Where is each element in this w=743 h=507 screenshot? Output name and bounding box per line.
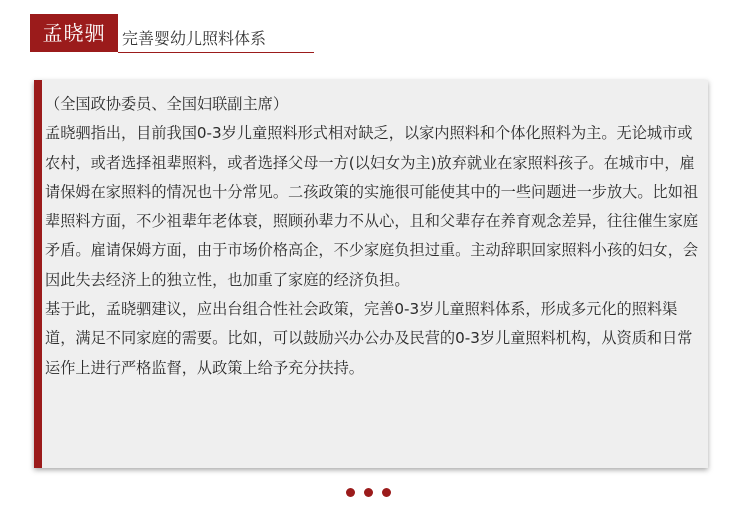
dot-icon [364, 488, 373, 497]
speaker-name-tag: 孟晓驷 [30, 14, 118, 52]
quote-body [45, 90, 702, 383]
section-header [30, 14, 314, 54]
quote-paragraph-1: 孟晓驷指出，目前我国0-3岁儿童照料形式相对缺乏，以家内照料和个体化照料为主。无论城市或农村，或者选择祖辈照料，或者选择父母一方(以妇女为主)放弃就业在家照料孩子。在城市中，雇请保姆在家照料的情况也十分常见。二孩政策的实施很可能使其中的一些问题进一步放大。比如祖辈照料方面，不少祖辈年老体衰，照顾孙辈力不从心，且和父辈存在养育观念差异，往往催生家庭矛盾。雇请保姆方面，由于市场价格高企，不少家庭负担过重。主动辞职回家照料小孩的妇女，会因此失去经济上的独立性，也加重了家庭的经济负担。 [45, 124, 699, 289]
dot-icon [346, 488, 355, 497]
topic-title: 完善婴幼儿照料体系 [122, 29, 267, 48]
decorative-dots [346, 488, 391, 498]
speaker-affiliation: （全国政协委员、全国妇联副主席） [45, 95, 288, 113]
quote-accent-bar [34, 80, 42, 468]
dot-icon [382, 488, 391, 497]
title-underline [118, 52, 314, 53]
quote-panel [34, 80, 708, 468]
quote-paragraph-2: 基于此，孟晓驷建议，应出台组合性社会政策，完善0-3岁儿童照料体系，形成多元化的照料渠道，满足不同家庭的需要。比如，可以鼓励兴办公办及民营的0-3岁儿童照料机构，从资质和日常运作上进行严格监督，从政策上给予充分扶持。 [45, 300, 693, 377]
